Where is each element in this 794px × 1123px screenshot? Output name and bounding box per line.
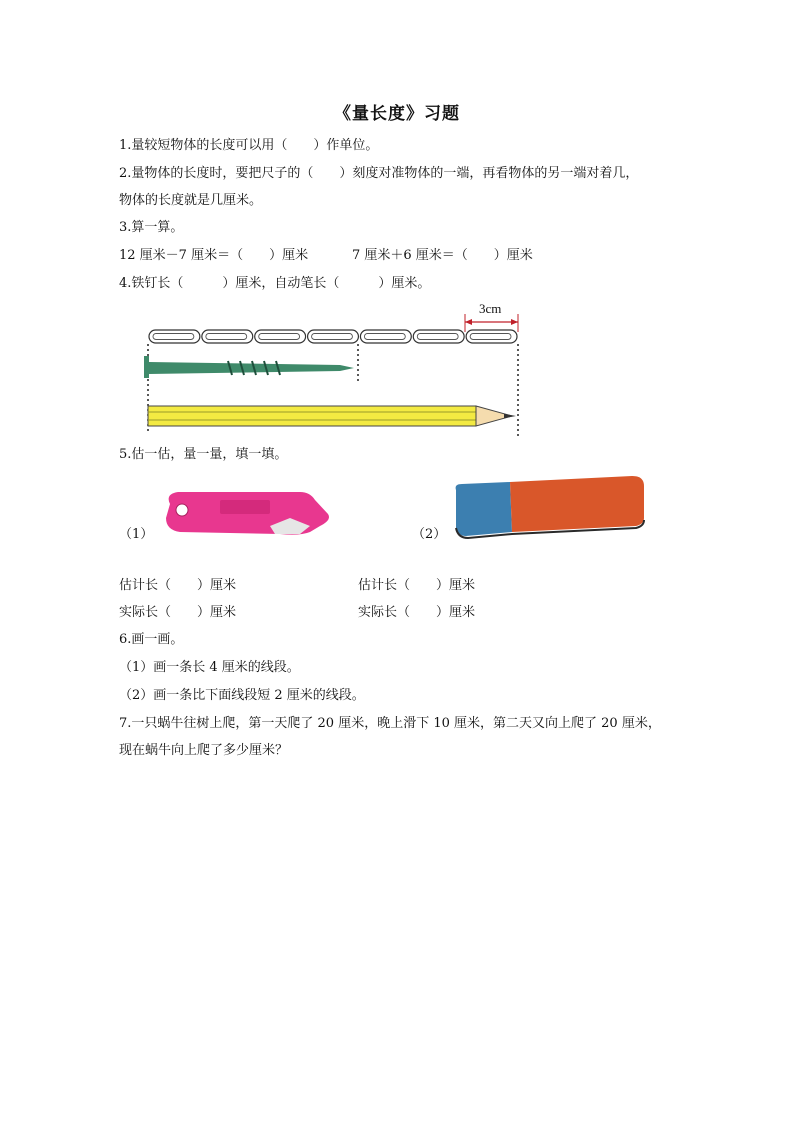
paper-clip-icon — [466, 330, 517, 343]
question-6: 6.画一画。 — [119, 632, 184, 647]
question-3-expression-b: 7 厘米＋6 厘米＝（ ）厘米 — [352, 248, 533, 263]
question-4-figure — [140, 298, 540, 438]
question-3-expression-a: 12 厘米－7 厘米＝（ ）厘米 — [119, 248, 309, 263]
question-7-line-1: 7.一只蜗牛往树上爬，第一天爬了 20 厘米，晚上滑下 10 厘米，第二天又向上爬了 20 厘米， — [119, 716, 661, 731]
estimate-2: 估计长（ ）厘米 — [358, 578, 476, 593]
question-1: 1.量较短物体的长度可以用（ ）作单位。 — [119, 138, 379, 153]
pencil-icon — [148, 406, 516, 426]
paper-clip-inner-loop — [153, 334, 194, 340]
paper-clip-inner-loop — [312, 334, 353, 340]
question-2-line-1: 2.量物体的长度时，要把尺子的（ ）刻度对准物体的一端，再看物体的另一端对着几， — [119, 166, 639, 181]
paper-clip-inner-loop — [417, 334, 458, 340]
paper-clip-icon — [255, 330, 306, 343]
eraser-icon — [450, 474, 650, 544]
nail-icon — [144, 356, 354, 378]
question-4: 4.铁钉长（ ）厘米，自动笔长（ ）厘米。 — [119, 276, 431, 291]
question-5-item-2-label: （2） — [412, 527, 447, 542]
paper-clip-icon — [202, 330, 253, 343]
paper-clip-inner-loop — [206, 334, 247, 340]
question-6-part-2: （2）画一条比下面线段短 2 厘米的线段。 — [119, 688, 365, 703]
actual-2: 实际长（ ）厘米 — [358, 605, 476, 620]
scale-label-group — [465, 301, 518, 332]
question-5: 5.估一估，量一量，填一填。 — [119, 447, 288, 462]
paper-clip-icon — [308, 330, 359, 343]
actual-1: 实际长（ ）厘米 — [119, 605, 237, 620]
question-6-part-1: （1）画一条长 4 厘米的线段。 — [119, 660, 300, 675]
scale-label: 3cm — [479, 301, 502, 316]
paper-clip-row — [149, 330, 517, 343]
estimate-1: 估计长（ ）厘米 — [119, 578, 237, 593]
paper-clip-inner-loop — [470, 334, 511, 340]
paper-clip-inner-loop — [364, 334, 405, 340]
paper-clip-icon — [149, 330, 200, 343]
question-2-line-2: 物体的长度就是几厘米。 — [119, 193, 263, 208]
utility-knife-icon — [160, 486, 340, 546]
worksheet-title: 《量长度》习题 — [334, 104, 460, 124]
question-5-item-1-label: （1） — [119, 527, 154, 542]
paper-clip-inner-loop — [259, 334, 300, 340]
paper-clip-icon — [360, 330, 411, 343]
question-3: 3.算一算。 — [119, 220, 184, 235]
paper-clip-icon — [413, 330, 464, 343]
question-7-line-2: 现在蜗牛向上爬了多少厘米？ — [119, 743, 289, 758]
